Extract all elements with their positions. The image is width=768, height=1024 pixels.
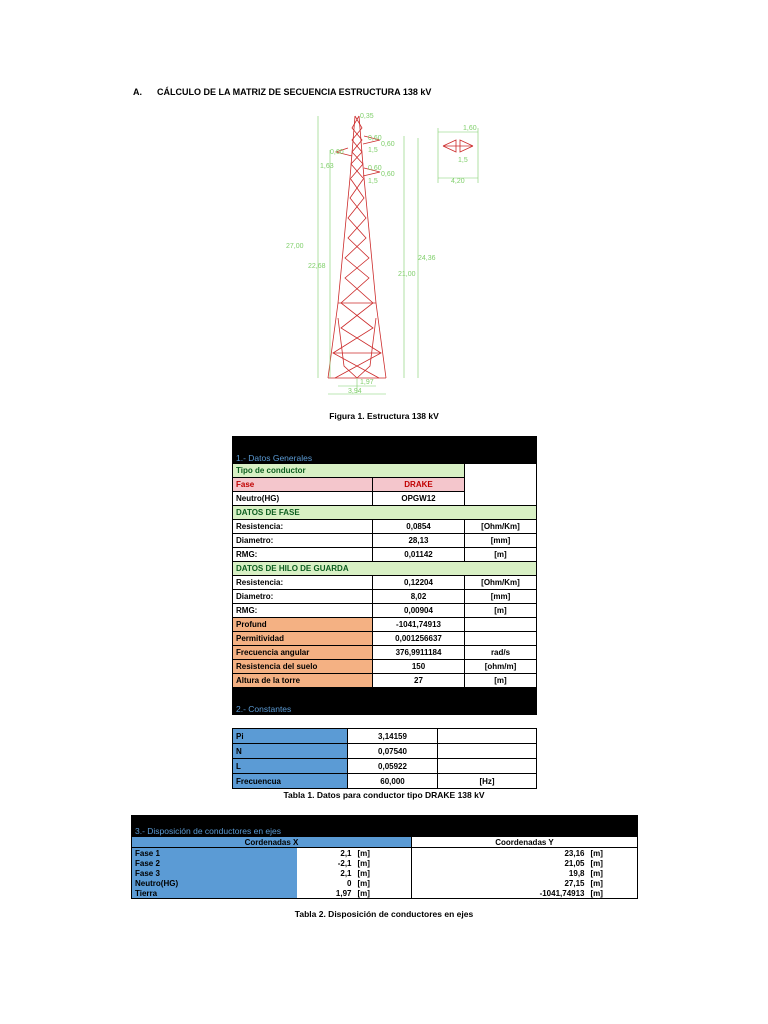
table-row — [233, 562, 537, 576]
table-row — [132, 816, 638, 837]
header-x: Cordenadas X — [132, 837, 412, 848]
table-row — [132, 837, 638, 848]
dim-arm-c: 0,60 — [330, 149, 344, 156]
table-row: Fase 3 2,1 [m] 19,8 [m] — [132, 868, 638, 878]
dim-side-top: 1,60 — [463, 125, 477, 132]
table-row: Resistencia: 0,12204 [Ohm/Km] — [233, 576, 537, 590]
guard-wire-data-title: DATOS DE HILO DE GUARDA — [233, 562, 537, 576]
phase-value: DRAKE — [373, 478, 465, 492]
phase-data-title: DATOS DE FASE — [233, 506, 537, 520]
table-row: Altura de la torre 27 [m] — [233, 674, 537, 688]
dim-arm-d: 0,60 — [368, 165, 382, 172]
dim-height-21: 21,00 — [398, 271, 416, 278]
tower-drawing — [278, 108, 508, 398]
figure-caption: Figura 1. Estructura 138 kV — [329, 411, 439, 421]
dimension-labels — [286, 113, 477, 395]
table-row — [233, 437, 537, 450]
table-row — [233, 464, 537, 478]
coordinates-title: 3.- Disposición de conductores en ejes — [132, 816, 638, 837]
table-row: Frecuencua 60,000 [Hz] — [233, 774, 537, 789]
table-row: Fase 2 -2,1 [m] 21,05 [m] — [132, 858, 638, 868]
general-data-title: 1.- Datos Generales — [233, 450, 537, 464]
dim-side-width: 4,20 — [451, 178, 465, 185]
dim-side-mid: 1,5 — [458, 157, 468, 164]
neutral-value: OPGW12 — [373, 492, 465, 506]
tower-members — [328, 116, 473, 378]
table1-caption: Tabla 1. Datos para conductor tipo DRAKE 138 kV — [283, 790, 485, 800]
table-row: Resistencia: 0,0854 [Ohm/Km] — [233, 520, 537, 534]
table-row — [233, 688, 537, 715]
table-row — [233, 506, 537, 520]
section-number: A. — [133, 87, 142, 97]
table2-caption: Tabla 2. Disposición de conductores en ejes — [294, 909, 474, 919]
table-row: Pi 3,14159 — [233, 729, 537, 744]
table-row: Frecuencia angular 376,9911184 rad/s — [233, 646, 537, 660]
table-row: RMG: 0,01142 [m] — [233, 548, 537, 562]
dim-small-a: 1,5 — [368, 147, 378, 154]
constants-title: 2.- Constantes — [233, 688, 465, 715]
table-row: Resistencia del suelo 150 [ohm/m] — [233, 660, 537, 674]
table-row: Profund -1041,74913 — [233, 618, 537, 632]
table-row: Permitividad 0,001256637 — [233, 632, 537, 646]
table-row: L 0,05922 — [233, 759, 537, 774]
table-row — [233, 450, 537, 464]
dim-base-2: 3,94 — [348, 388, 362, 395]
dim-arm-b: 0,60 — [381, 141, 395, 148]
conductor-type-label: Tipo de conductor — [233, 464, 465, 478]
dim-height-27: 27,00 — [286, 243, 304, 250]
dim-arm-e: 0,60 — [381, 171, 395, 178]
phase-label: Fase — [233, 478, 373, 492]
header-y: Coordenadas Y — [412, 837, 638, 848]
table-row: Tierra 1,97 [m] -1041,74913 [m] — [132, 888, 638, 899]
table-row: Fase 1 2,1 [m] 23,16 [m] — [132, 848, 638, 859]
conductor-coordinates-table — [131, 815, 638, 899]
table-row: Diametro: 8,02 [mm] — [233, 590, 537, 604]
dim-base-1: 1,97 — [360, 379, 374, 386]
dim-top: 0,35 — [360, 113, 374, 120]
dim-height-2268: 22,68 — [308, 263, 326, 270]
dim-arm-a: 0,60 — [368, 135, 382, 142]
section-title: CÁLCULO DE LA MATRIZ DE SECUENCIA ESTRUCTURA 138 kV — [157, 87, 432, 97]
dim-small-b: 1,5 — [368, 178, 378, 185]
neutral-label: Neutro(HG) — [233, 492, 373, 506]
table-row: Neutro(HG) 0 [m] 27,15 [m] — [132, 878, 638, 888]
table-row: Diametro: 28,13 [mm] — [233, 534, 537, 548]
tower-figure — [278, 108, 508, 398]
dim-left-offset: 1,63 — [320, 163, 334, 170]
dim-height-2436: 24,36 — [418, 255, 436, 262]
constants-table — [232, 728, 537, 789]
section-heading — [133, 87, 431, 97]
conductor-data-table — [232, 436, 537, 715]
table-row: RMG: 0,00904 [m] — [233, 604, 537, 618]
table-row: N 0,07540 — [233, 744, 537, 759]
